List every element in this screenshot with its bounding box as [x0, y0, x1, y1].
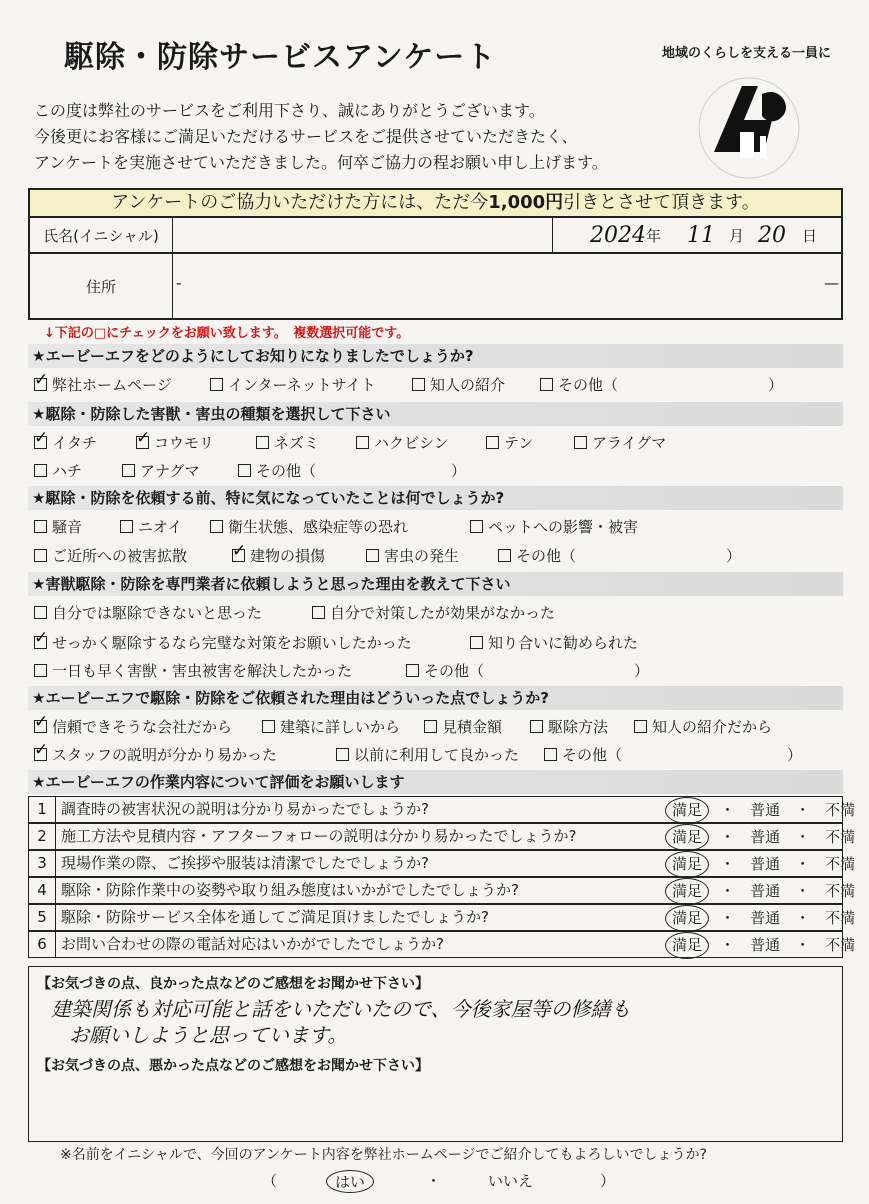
separator: ・	[720, 801, 736, 819]
checkbox-option[interactable]	[424, 716, 502, 737]
option-label: インターネットサイト	[228, 376, 376, 394]
checkbox-option[interactable]	[34, 516, 82, 537]
month-unit: 月	[729, 226, 745, 245]
comment-box[interactable]	[28, 966, 843, 1142]
option-label: コウモリ	[154, 434, 215, 452]
checkbox-option[interactable]	[574, 432, 666, 453]
consent-question: ※名前をイニシャルで、今回のアンケート内容を弊社ホームページでご紹介してもよろしいでしょうか?	[60, 1147, 707, 1163]
checkbox-option[interactable]	[366, 545, 459, 566]
logo-tagline: 地域のくらしを支える一員に	[662, 46, 832, 61]
checkbox[interactable]	[34, 520, 47, 533]
checkbox[interactable]	[210, 520, 223, 533]
name-row	[28, 218, 843, 254]
instruction-notice: ↓下記の□にチェックをお願い致します。 複数選択可能です。	[44, 326, 410, 341]
rating-unsatisfied[interactable]: 不満	[825, 828, 856, 846]
option-label: せっかく駆除するなら完璧な対策をお願いしたかった	[52, 634, 412, 652]
rating-neutral[interactable]: 普通	[750, 801, 781, 819]
option-label: 自分では駆除できないと思った	[52, 604, 263, 622]
checkbox[interactable]	[120, 520, 133, 533]
separator: ・	[795, 828, 811, 846]
checkbox-option[interactable]	[34, 744, 277, 765]
rating-choices[interactable]	[669, 797, 855, 824]
checkbox[interactable]	[540, 378, 553, 391]
rating-number: 2	[29, 824, 56, 849]
checkbox-checked[interactable]	[34, 636, 47, 649]
checkbox-option[interactable]	[356, 432, 449, 453]
checkbox-option[interactable]	[238, 460, 466, 481]
page-title: 駆除・防除サービスアンケート	[64, 40, 497, 75]
rating-neutral[interactable]: 普通	[750, 828, 781, 846]
checkbox[interactable]	[574, 436, 587, 449]
checkbox[interactable]	[530, 720, 543, 733]
rating-satisfied-selected[interactable]: 満足	[665, 851, 709, 878]
paren-close: ）	[600, 1172, 616, 1190]
option-label: ハクビシン	[374, 434, 449, 452]
checkbox[interactable]	[634, 720, 647, 733]
option-label: 自分で対策したが効果がなかった	[330, 604, 556, 622]
rating-satisfied-selected[interactable]: 満足	[665, 905, 709, 932]
checkbox-option[interactable]	[634, 716, 772, 737]
option-label: ペットへの影響・被害	[488, 518, 639, 536]
consent-yes-selected[interactable]: はい	[326, 1170, 374, 1193]
option-label: アナグマ	[140, 462, 200, 480]
good-feedback-text: 建築関係も対応可能と話をいただいたので、今後家屋等の修繕も	[51, 997, 631, 1021]
checkbox[interactable]	[34, 664, 47, 677]
rating-row	[28, 904, 856, 931]
checkbox-option[interactable]	[122, 460, 199, 481]
good-feedback-text-2: お願いしようと思っています。	[69, 1023, 348, 1047]
rating-row	[28, 823, 856, 850]
separator: ・	[720, 909, 736, 927]
option-label: 知人の紹介だから	[652, 718, 773, 736]
checkbox-option[interactable]	[412, 374, 505, 395]
name-label: 氏名(イニシャル)	[30, 218, 173, 252]
checkbox-option[interactable]	[136, 432, 214, 453]
separator: ・	[795, 855, 811, 873]
option-label: その他（ ）	[558, 376, 784, 394]
checkbox-option[interactable]	[34, 374, 172, 395]
rating-choices[interactable]	[669, 851, 855, 878]
rating-question: 現場作業の際、ご挨拶や服装は清潔でしたでしょうか?	[61, 854, 429, 872]
option-label: 信頼できそうな会社だから	[52, 718, 233, 736]
address-label: 住所	[30, 254, 173, 318]
checkbox[interactable]	[356, 436, 369, 449]
checkbox-checked[interactable]	[232, 549, 245, 562]
option-label: スタッフの説明が分かり易かった	[52, 746, 278, 764]
consent-no[interactable]: いいえ	[488, 1172, 534, 1190]
checkbox[interactable]	[312, 606, 325, 619]
checkbox-option[interactable]	[498, 545, 741, 566]
rating-row	[28, 877, 856, 904]
option-label: 建築に詳しいから	[280, 718, 401, 736]
banner-text: アンケートのご協力いただけた方には、ただ今	[111, 192, 489, 213]
checkbox-option[interactable]	[34, 602, 262, 623]
checkbox-option[interactable]	[34, 432, 97, 453]
rating-unsatisfied[interactable]: 不満	[825, 936, 856, 954]
rating-unsatisfied[interactable]: 不満	[825, 909, 856, 927]
option-label: 以前に利用して良かった	[354, 746, 520, 764]
option-label: ニオイ	[138, 518, 183, 536]
separator: ・	[795, 801, 811, 819]
separator: ・	[795, 909, 811, 927]
option-label: 騒音	[52, 518, 83, 536]
question-heading: ★エービーエフをどのようにしてお知りになりましたでしょうか?	[28, 344, 843, 368]
checkbox[interactable]	[470, 520, 483, 533]
company-logo	[662, 42, 862, 192]
checkbox-option[interactable]	[262, 716, 400, 737]
option-label: 衛生状態、感染症等の恐れ	[228, 518, 409, 536]
checkbox-option[interactable]	[34, 660, 352, 681]
option-label: 害虫の発生	[384, 547, 460, 565]
option-label: 見積金額	[442, 718, 503, 736]
rating-number: 3	[29, 851, 56, 876]
checkbox[interactable]	[366, 549, 379, 562]
option-label: その他（ ）	[256, 462, 467, 480]
date-day: 20	[758, 222, 787, 248]
checkbox-option[interactable]	[470, 516, 638, 537]
intro-text	[34, 98, 608, 176]
separator: ・	[720, 936, 736, 954]
separator: ・	[795, 882, 811, 900]
checkbox-option[interactable]	[544, 744, 802, 765]
checkbox-option[interactable]	[34, 716, 232, 737]
intro-line: この度は弊社のサービスをご利用下さり、誠にありがとうございます。	[34, 101, 545, 120]
rating-choices[interactable]	[669, 878, 855, 905]
rating-neutral[interactable]: 普通	[750, 936, 781, 954]
checkbox[interactable]	[486, 436, 499, 449]
separator: ・	[720, 855, 736, 873]
rating-unsatisfied[interactable]: 不満	[825, 801, 856, 819]
separator: ・	[720, 882, 736, 900]
checkbox[interactable]	[34, 549, 47, 562]
rating-number: 4	[29, 878, 56, 903]
checkbox[interactable]	[34, 464, 47, 477]
paren-open: （	[262, 1172, 278, 1190]
checkbox-option[interactable]	[210, 516, 408, 537]
checkbox-option[interactable]	[540, 374, 783, 395]
rating-question: お問い合わせの際の電話対応はいかがでしたでしょうか?	[61, 935, 444, 953]
checkbox-option[interactable]	[486, 432, 533, 453]
date-month: 11	[687, 222, 716, 248]
rating-choices[interactable]	[669, 824, 855, 851]
rating-question: 施工方法や見積内容・アフターフォローの説明は分かり易かったでしょうか?	[61, 827, 577, 845]
option-label: 一日も早く害獣・害虫被害を解決したかった	[52, 662, 353, 680]
checkbox-option[interactable]	[120, 516, 182, 537]
day-unit: 日	[802, 226, 818, 245]
checkbox-option[interactable]	[312, 602, 555, 623]
date-field[interactable]	[590, 218, 817, 252]
good-feedback-label: 【お気づきの点、良かった点などのご感想をお聞かせ下さい】	[37, 976, 429, 992]
question-heading: ★駆除・防除を依頼する前、特に気になっていたことは何でしょうか?	[28, 486, 843, 510]
option-label: その他（ ）	[516, 547, 742, 565]
address-dash-right: —	[824, 274, 839, 292]
checkbox-option[interactable]	[210, 374, 376, 395]
option-label: ネズミ	[274, 434, 320, 452]
bad-feedback-label: 【お気づきの点、悪かった点などのご感想をお聞かせ下さい】	[37, 1058, 429, 1074]
question-heading: ★駆除・防除した害獣・害虫の種類を選択して下さい	[28, 402, 843, 426]
checkbox[interactable]	[256, 436, 269, 449]
option-label: その他（ ）	[424, 662, 650, 680]
checkbox-option[interactable]	[530, 716, 608, 737]
checkbox-option[interactable]	[34, 460, 82, 481]
checkbox[interactable]	[544, 748, 557, 761]
checkbox[interactable]	[498, 549, 511, 562]
option-label: テン	[504, 434, 534, 452]
rating-choices[interactable]	[669, 905, 855, 932]
checkbox[interactable]	[470, 636, 483, 649]
checkbox-checked[interactable]	[34, 720, 47, 733]
checkbox-option[interactable]	[34, 545, 187, 566]
checkbox-option[interactable]	[406, 660, 649, 681]
option-label: イタチ	[52, 434, 98, 452]
rating-number: 1	[29, 797, 56, 822]
separator: ・	[426, 1172, 442, 1190]
rating-number: 6	[29, 932, 56, 957]
separator: ・	[795, 936, 811, 954]
question-heading: ★害獣駆除・防除を専門業者に依頼しようと思った理由を教えて下さい	[28, 572, 843, 596]
separator: ・	[720, 828, 736, 846]
rating-satisfied-selected[interactable]: 満足	[665, 824, 709, 851]
rating-neutral[interactable]: 普通	[750, 909, 781, 927]
checkbox-option[interactable]	[34, 632, 412, 653]
option-label: ハチ	[52, 462, 83, 480]
checkbox-checked[interactable]	[34, 748, 47, 761]
option-label: 知人の紹介	[430, 376, 506, 394]
checkbox-option[interactable]	[256, 432, 319, 453]
rating-row	[28, 850, 856, 877]
rating-neutral[interactable]: 普通	[750, 855, 781, 873]
checkbox[interactable]	[210, 378, 223, 391]
address-field[interactable]	[172, 254, 841, 318]
checkbox-checked[interactable]	[34, 378, 47, 391]
rating-satisfied-selected[interactable]: 満足	[665, 932, 709, 959]
rating-question: 調査時の被害状況の説明は分かり易かったでしょうか?	[61, 800, 429, 818]
checkbox-checked[interactable]	[136, 436, 149, 449]
intro-line: 今後更にお客様にご満足いただけるサービスをご提供させていただきたく、	[34, 127, 578, 146]
checkbox-option[interactable]	[336, 744, 519, 765]
address-dash-left: -	[176, 274, 182, 292]
rating-unsatisfied[interactable]: 不満	[825, 855, 856, 873]
checkbox-checked[interactable]	[34, 436, 47, 449]
checkbox[interactable]	[412, 378, 425, 391]
rating-row	[28, 796, 856, 823]
option-label: アライグマ	[592, 434, 667, 452]
checkbox[interactable]	[262, 720, 275, 733]
checkbox[interactable]	[424, 720, 437, 733]
checkbox[interactable]	[238, 464, 251, 477]
discount-banner	[28, 188, 843, 218]
name-field[interactable]	[172, 218, 553, 252]
logo-mark-icon	[684, 60, 814, 190]
checkbox[interactable]	[34, 606, 47, 619]
rating-row	[28, 931, 856, 958]
option-label: その他（ ）	[562, 746, 803, 764]
rating-number: 5	[29, 905, 56, 930]
rating-satisfied-selected[interactable]: 満足	[665, 878, 709, 905]
option-label: ご近所への被害拡散	[52, 547, 188, 565]
checkbox[interactable]	[122, 464, 135, 477]
rating-satisfied-selected[interactable]: 満足	[665, 797, 709, 824]
checkbox[interactable]	[336, 748, 349, 761]
intro-line: アンケートを実施させていただきました。何卒ご協力の程お願い申し上げます。	[34, 153, 608, 172]
option-label: 弊社ホームページ	[52, 376, 172, 394]
rating-unsatisfied[interactable]: 不満	[825, 882, 856, 900]
checkbox-option[interactable]	[232, 545, 325, 566]
date-year: 2024	[590, 222, 646, 248]
banner-text-end: 引きとさせて頂きます。	[563, 192, 760, 213]
option-label: 知り合いに勧められた	[488, 634, 639, 652]
rating-question: 駆除・防除作業中の姿勢や取り組み態度はいかがでしたでしょうか?	[61, 881, 519, 899]
rating-question: 駆除・防除サービス全体を通してご満足頂けましたでしょうか?	[61, 908, 489, 926]
option-label: 建物の損傷	[250, 547, 326, 565]
checkbox[interactable]	[406, 664, 419, 677]
banner-amount: 1,000円	[488, 192, 564, 213]
rating-choices[interactable]	[669, 932, 855, 959]
address-row	[28, 254, 843, 320]
rating-neutral[interactable]: 普通	[750, 882, 781, 900]
question-heading: ★エービーエフの作業内容について評価をお願いします	[28, 770, 843, 794]
question-heading: ★エービーエフで駆除・防除をご依頼された理由はどういった点でしょうか?	[28, 686, 843, 710]
year-unit: 年	[646, 226, 662, 245]
option-label: 駆除方法	[548, 718, 609, 736]
checkbox-option[interactable]	[470, 632, 638, 653]
